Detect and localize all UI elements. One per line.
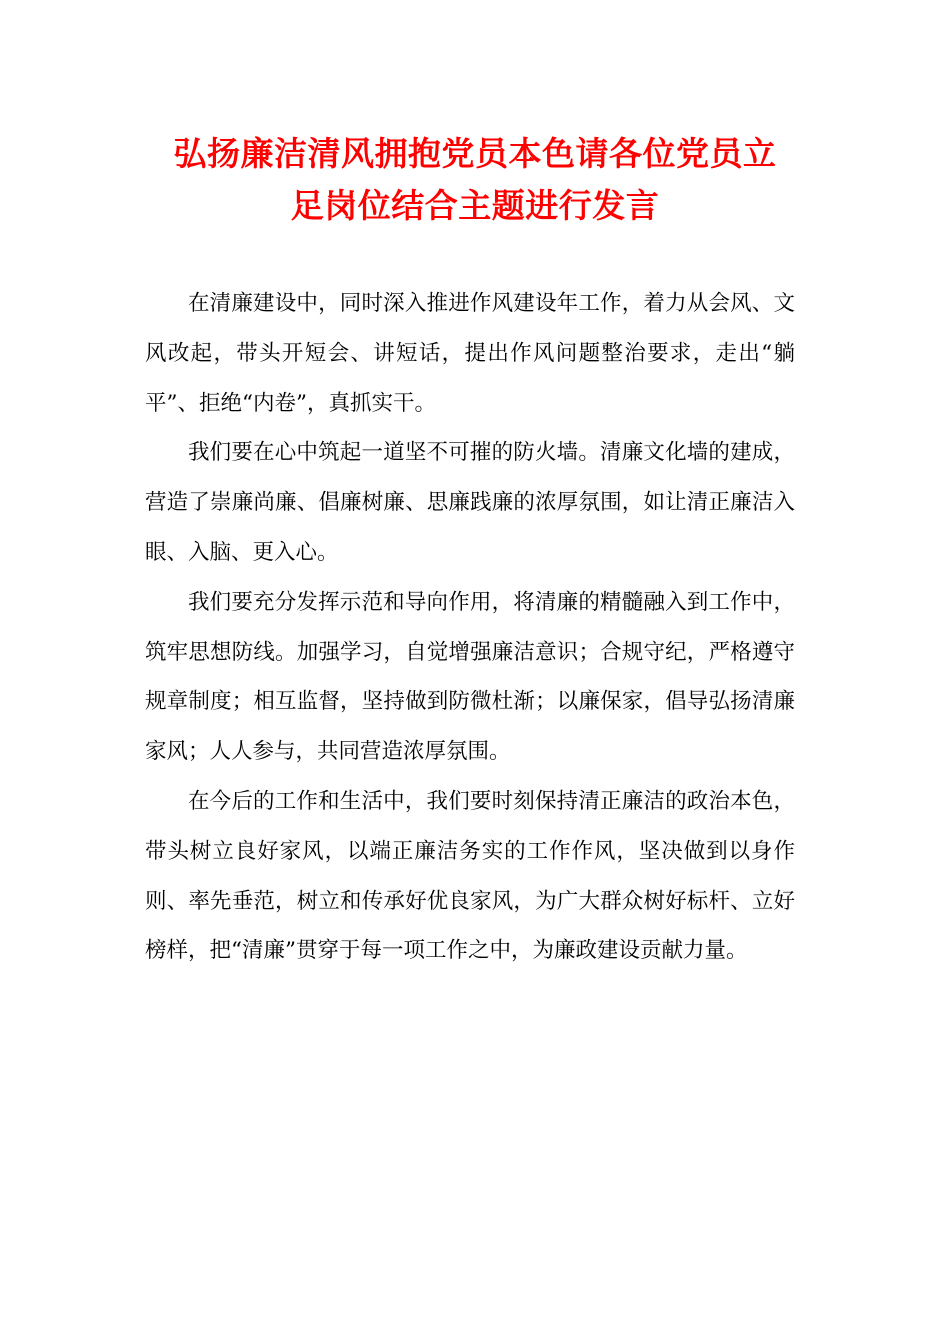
paragraph: 我们要充分发挥示范和导向作用，将清廉的精髓融入到工作中，筑牢思想防线。加强学习，自觉增强廉洁意识；合规守纪，严格遵守规章制度；相互监督，坚持做到防微杜渐；以廉保家，倡导弘扬清廉家风；人人参与，共同营造浓厚氛围。 [145,589,795,765]
paragraph: 在清廉建设中，同时深入推进作风建设年工作，着力从会风、文风改起，带头开短会、讲短话，提出作风问题整治要求，走出“躺平”、拒绝“内卷”，真抓实干。 [145,291,795,416]
title-line-1: 弘扬廉洁清风拥抱党员本色请各位党员立 [173,134,777,173]
page-title [140,128,810,232]
title-line-2: 足岗位结合主题进行发言 [290,186,660,225]
document-body [145,279,795,976]
paragraph: 在今后的工作和生活中，我们要时刻保持清正廉洁的政治本色，带头树立良好家风，以端正廉洁务实的工作作风，坚决做到以身作则、率先垂范，树立和传承好优良家风，为广大群众树好标杆、立好榜样，把“清廉”贯穿于每一项工作之中，为廉政建设贡献力量。 [145,788,795,964]
paragraph: 我们要在心中筑起一道坚不可摧的防火墙。清廉文化墙的建成，营造了崇廉尚廉、倡廉树廉、思廉践廉的浓厚氛围，如让清正廉洁入眼、入脑、更入心。 [145,440,795,565]
